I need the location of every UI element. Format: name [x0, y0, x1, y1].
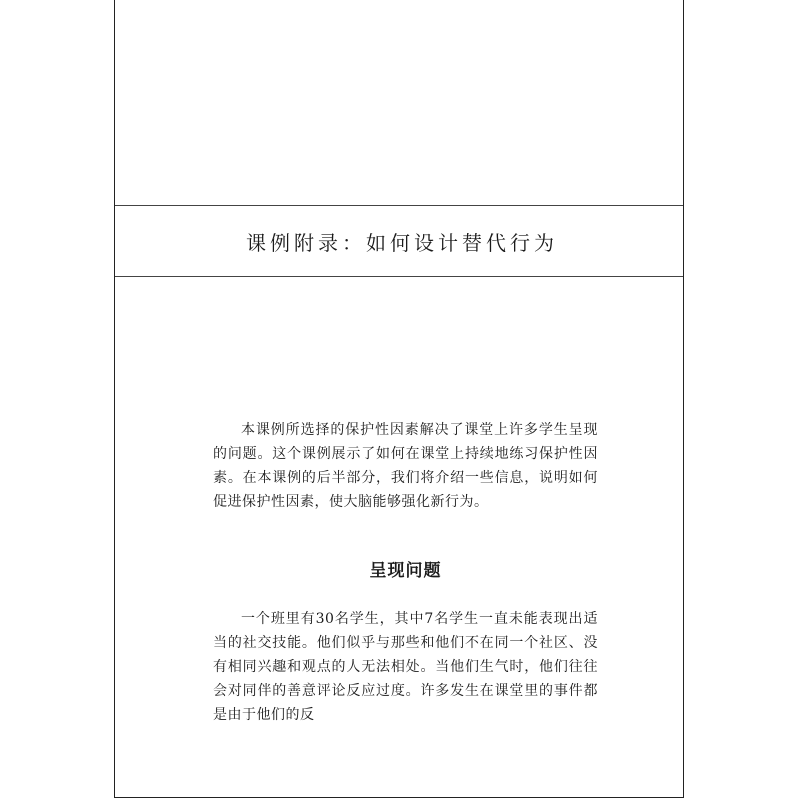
intro-paragraph: 本课例所选择的保护性因素解决了课堂上许多学生呈现的问题。这个课例展示了如何在课堂上持续地练习保护性因素。在本课例的后半部分，我们将介绍一些信息，说明如何促进保护性因素，使大脑能够强化新行为。 [213, 422, 598, 510]
chapter-title: 课例附录：如何设计替代行为 [246, 230, 558, 255]
chapter-title-band [115, 205, 683, 277]
section-heading: 呈现问题 [369, 561, 442, 581]
page-content [213, 418, 598, 727]
book-page [114, 0, 684, 798]
section-paragraph: 一个班里有30名学生，其中7名学生一直未能表现出适当的社交技能。他们似乎与那些和他们不在同一个社区、没有相同兴趣和观点的人无法相处。当他们生气时，他们往往会对同伴的善意评论反应过度。许多发生在课堂里的事件都是由于他们的反 [213, 611, 598, 723]
